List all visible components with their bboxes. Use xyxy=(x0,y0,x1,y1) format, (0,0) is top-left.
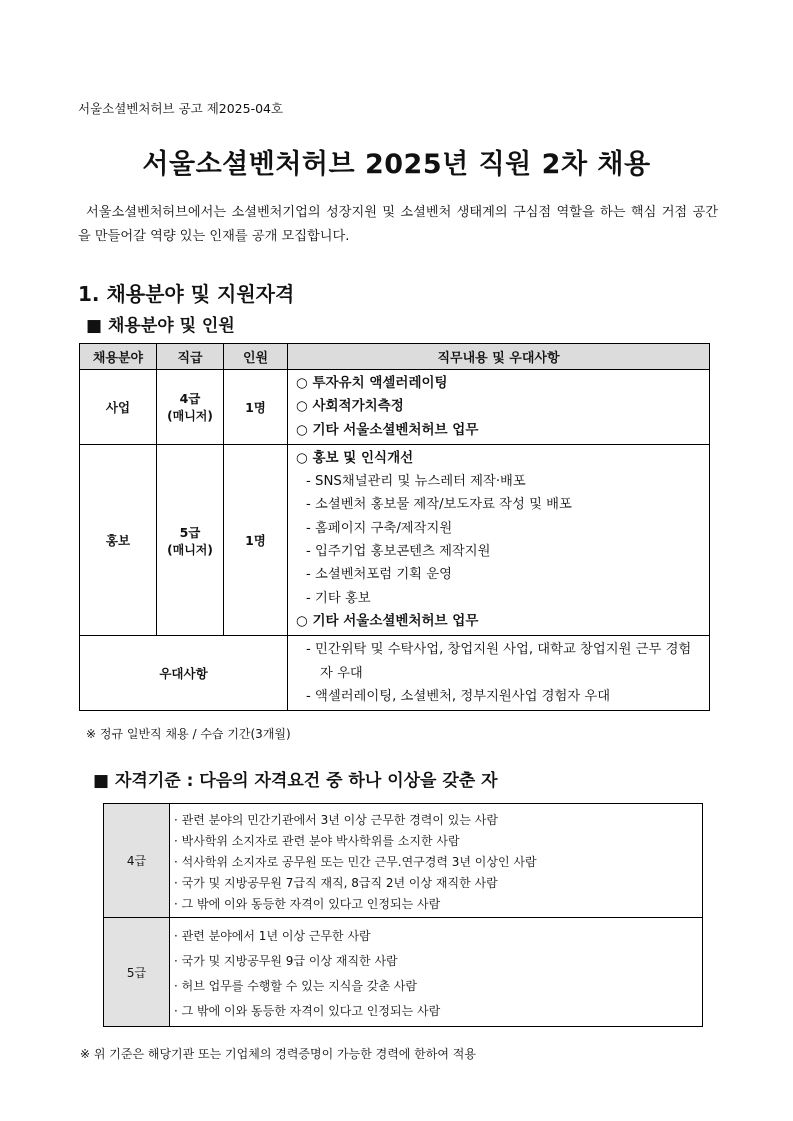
duty-item: - 입주기업 홍보콘텐츠 제작지원 xyxy=(306,544,491,560)
section-heading: 1. 채용분야 및 지원자격 xyxy=(78,282,295,306)
table-header-row xyxy=(80,344,710,370)
requirement-item: · 석사학위 소지자로 공무원 또는 민간 근무.연구경력 3년 이상인 사람 xyxy=(174,855,537,869)
grade-label: 5급 xyxy=(179,524,201,540)
table-row xyxy=(104,804,703,918)
table-row xyxy=(80,444,710,635)
requirement-item: · 관련 분야에서 1년 이상 근무한 사람 xyxy=(174,929,371,943)
intro-paragraph: 서울소셜벤처허브에서는 소셜벤처기업의 성장지원 및 소셜벤처 생태계의 구심점 역할을 하는 핵심 거점 공간을 만들어갈 역량 있는 인재를 공개 모집합니다. xyxy=(78,205,718,244)
subsection-heading-qualifications: ■ 자격기준 : 다음의 자격요건 중 하나 이상을 갖춘 자 xyxy=(93,771,498,791)
header-grade: 직급 xyxy=(157,344,224,370)
requirement-item: · 국가 및 지방공무원 7급직 재직, 8급직 2년 이상 재직한 사람 xyxy=(174,876,498,890)
header-duties: 직무내용 및 우대사항 xyxy=(288,344,710,370)
grade-label: 4급 xyxy=(179,391,201,407)
duty-item: ○ 기타 서울소셜벤처허브 업무 xyxy=(296,421,479,438)
employment-note: ※ 정규 일반직 채용 / 수습 기간(3개월) xyxy=(86,727,291,741)
duty-item: - 소셜벤처포럼 기획 운영 xyxy=(306,567,452,583)
header-field: 채용분야 xyxy=(80,344,157,370)
duty-item: ○ 홍보 및 인식개선 xyxy=(296,449,414,466)
subsection-heading-positions: ■ 채용분야 및 인원 xyxy=(86,316,235,336)
requirement-item: · 그 밖에 이와 동등한 자격이 있다고 인정되는 사람 xyxy=(174,1004,441,1018)
preferences-cell xyxy=(288,636,710,711)
duty-item: - 기타 홍보 xyxy=(306,590,371,606)
grade-sub-label: (매니저) xyxy=(167,542,213,557)
grade-cell xyxy=(157,370,224,445)
grade-cell xyxy=(157,444,224,635)
count-cell: 1명 xyxy=(224,444,288,635)
qualification-note: ※ 위 기준은 해당기관 또는 기업체의 경력증명이 가능한 경력에 한하여 적용 xyxy=(80,1047,476,1061)
field-cell: 사업 xyxy=(80,370,157,445)
page-title: 서울소셜벤처허브 2025년 직원 2차 채용 xyxy=(142,149,651,180)
duty-item: ○ 투자유치 액셀러레이팅 xyxy=(296,375,448,391)
grade-cell: 4급 xyxy=(104,804,170,918)
grade-sub-label: (매니저) xyxy=(167,409,213,424)
table-row xyxy=(104,918,703,1027)
requirement-item: · 그 밖에 이와 동등한 자격이 있다고 인정되는 사람 xyxy=(174,897,441,911)
duty-item: - SNS채널관리 및 뉴스레터 제작·배포 xyxy=(306,474,526,490)
requirement-item: · 박사학위 소지자로 관련 분야 박사학위를 소지한 사람 xyxy=(174,834,460,848)
requirement-item: · 국가 및 지방공무원 9급 이상 재직한 사람 xyxy=(174,954,398,968)
duties-cell xyxy=(288,444,710,635)
count-cell: 1명 xyxy=(224,370,288,445)
header-count: 인원 xyxy=(224,344,288,370)
notice-number: 서울소셜벤처허브 공고 제2025-04호 xyxy=(78,101,284,116)
requirements-cell xyxy=(170,804,703,918)
grade-cell: 5급 xyxy=(104,918,170,1027)
duty-item: ○ 기타 서울소셜벤처허브 업무 xyxy=(296,612,479,629)
field-cell: 홍보 xyxy=(80,444,157,635)
table-row xyxy=(80,370,710,445)
duties-cell xyxy=(288,370,710,445)
preference-label: 우대사항 xyxy=(80,636,288,711)
preference-item: - 액셀러레이팅, 소셜벤처, 정부지원사업 경험자 우대 xyxy=(306,688,611,704)
preference-item: - 민간위탁 및 수탁사업, 창업지원 사업, 대학교 창업지원 근무 경험자 우대 xyxy=(306,642,692,681)
requirements-cell xyxy=(170,918,703,1027)
duty-item: - 소셜벤처 홍보물 제작/보도자료 작성 및 배포 xyxy=(306,497,572,513)
requirement-item: · 허브 업무를 수행할 수 있는 지식을 갖춘 사람 xyxy=(174,979,417,993)
duty-item: ○ 사회적가치측정 xyxy=(296,398,404,415)
qualifications-table xyxy=(103,803,703,1027)
duty-item: - 홈페이지 구축/제작지원 xyxy=(306,520,453,536)
positions-table xyxy=(79,343,710,711)
requirement-item: · 관련 분야의 민간기관에서 3년 이상 근무한 경력이 있는 사람 xyxy=(174,813,498,827)
table-row xyxy=(80,636,710,711)
